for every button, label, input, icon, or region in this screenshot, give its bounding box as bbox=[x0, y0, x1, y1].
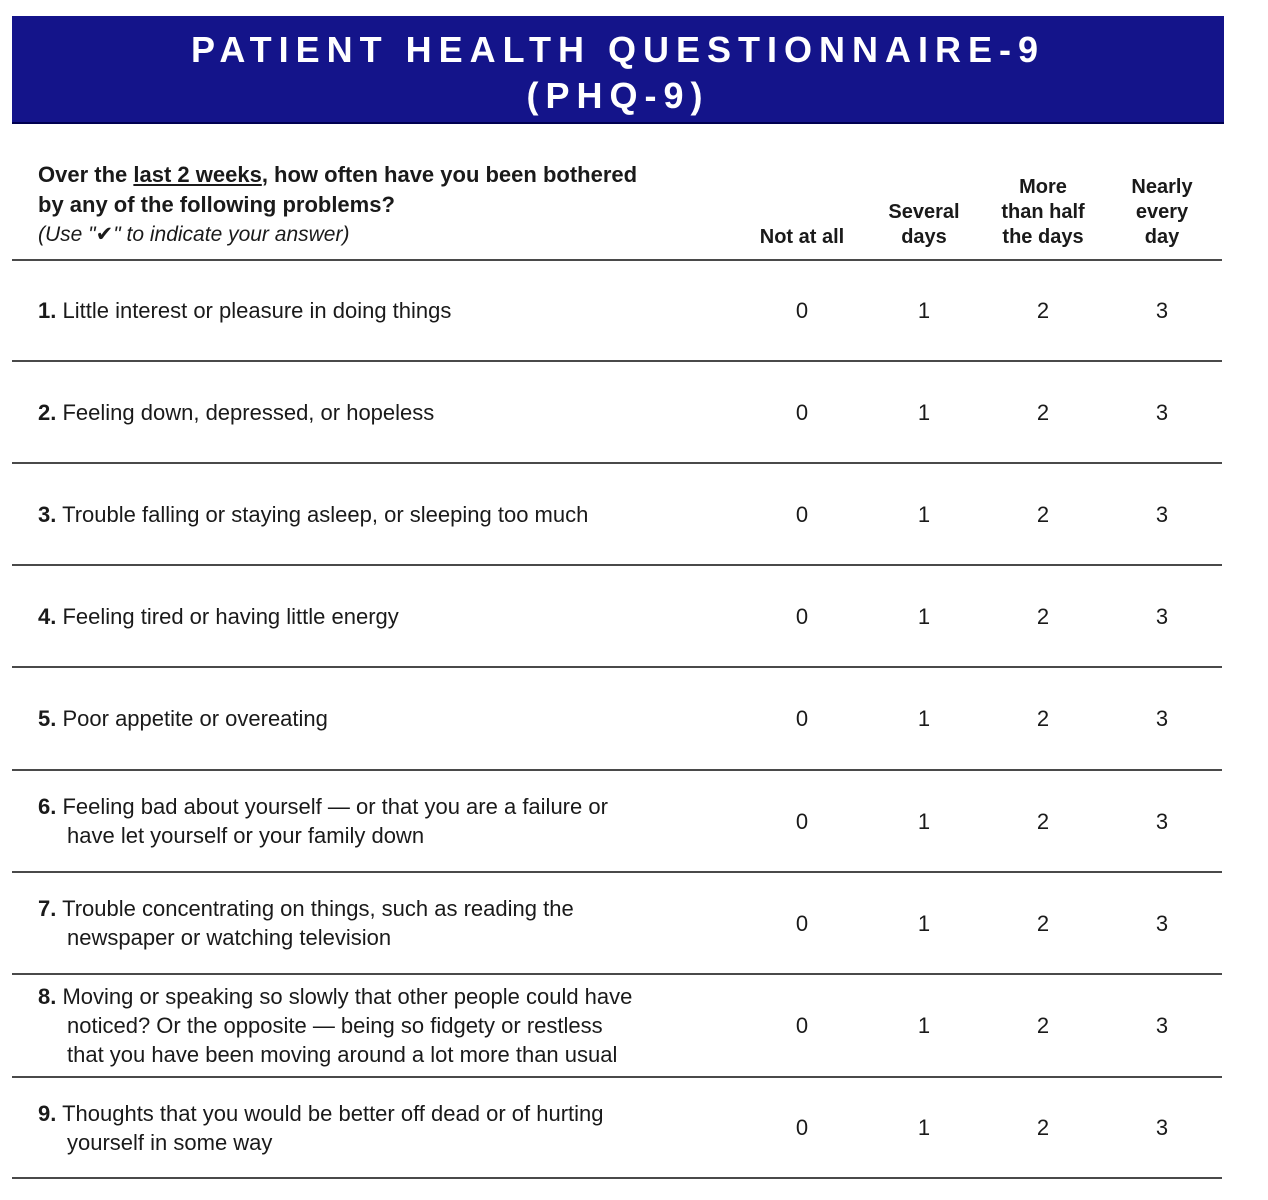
score-option[interactable]: 2 bbox=[1036, 298, 1050, 323]
question-line bbox=[38, 1099, 738, 1128]
score-option[interactable]: 2 bbox=[1036, 706, 1050, 731]
score-option[interactable]: 2 bbox=[1036, 399, 1050, 425]
question-line bbox=[38, 602, 738, 631]
question-2 bbox=[38, 398, 738, 427]
question-text: Trouble falling or staying asleep, or sleeping too much bbox=[62, 501, 589, 527]
column-header-3 bbox=[983, 175, 1103, 250]
score-option[interactable]: 1 bbox=[917, 808, 931, 834]
title-line-2: (PHQ-9) bbox=[526, 75, 710, 116]
instructions-line-2: by any of the following problems? bbox=[38, 192, 395, 217]
question-text: Moving or speaking so slowly that other people could have bbox=[62, 984, 633, 1009]
column-header-line: Not at all bbox=[759, 226, 845, 248]
score-option[interactable]: 1 bbox=[917, 298, 931, 323]
question-number: 2. bbox=[38, 399, 57, 425]
column-header-line: Nearly bbox=[1131, 176, 1193, 198]
score-option[interactable]: 2 bbox=[1036, 808, 1050, 834]
question-number: 8. bbox=[38, 984, 57, 1009]
question-text-continued: newspaper or watching television bbox=[67, 925, 392, 950]
question-text-continued: yourself in some way bbox=[67, 1129, 273, 1155]
score-option[interactable]: 1 bbox=[917, 910, 931, 936]
question-number: 5. bbox=[38, 706, 57, 731]
score-option[interactable]: 3 bbox=[1155, 298, 1169, 323]
score-option[interactable]: 0 bbox=[795, 706, 809, 731]
score-option[interactable]: 2 bbox=[1036, 1115, 1050, 1140]
score-option[interactable]: 2 bbox=[1036, 910, 1050, 936]
score-option[interactable]: 3 bbox=[1155, 808, 1169, 834]
row-divider bbox=[12, 769, 1222, 771]
question-text: Thoughts that you would be better off dead or of hurting bbox=[62, 1100, 604, 1126]
score-option[interactable]: 1 bbox=[917, 1115, 931, 1140]
question-line bbox=[38, 398, 738, 427]
question-1 bbox=[38, 296, 738, 325]
row-divider bbox=[12, 1076, 1222, 1078]
instructions-part-1: Over the bbox=[38, 162, 134, 187]
question-6 bbox=[38, 792, 738, 850]
question-3 bbox=[38, 500, 738, 529]
score-option[interactable]: 0 bbox=[795, 298, 809, 323]
score-option[interactable]: 1 bbox=[917, 603, 931, 629]
row-divider bbox=[12, 259, 1222, 261]
row-divider bbox=[12, 360, 1222, 362]
question-text-continued: that you have been moving around a lot more than usual bbox=[67, 1042, 618, 1067]
instructions-part-2: , how often have you been bothered bbox=[261, 162, 638, 187]
question-8 bbox=[38, 982, 738, 1069]
question-7 bbox=[38, 894, 738, 952]
score-option[interactable]: 3 bbox=[1155, 399, 1169, 425]
column-header-line: every bbox=[1135, 201, 1189, 223]
question-line bbox=[38, 894, 738, 923]
question-text-continued: noticed? Or the opposite — being so fidgety or restless bbox=[67, 1013, 603, 1038]
question-text-continued: have let yourself or your family down bbox=[67, 823, 425, 848]
row-divider bbox=[12, 1177, 1222, 1179]
score-option[interactable]: 3 bbox=[1155, 910, 1169, 936]
question-5 bbox=[38, 704, 738, 733]
row-divider bbox=[12, 666, 1222, 668]
score-option[interactable]: 0 bbox=[795, 1013, 809, 1038]
question-line bbox=[38, 296, 738, 325]
column-header-line: day bbox=[1144, 226, 1180, 248]
question-number: 9. bbox=[38, 1100, 57, 1126]
row-divider bbox=[12, 871, 1222, 873]
score-option[interactable]: 1 bbox=[917, 501, 931, 527]
score-option[interactable]: 1 bbox=[917, 399, 931, 425]
score-option[interactable]: 1 bbox=[917, 1013, 931, 1038]
score-option[interactable]: 0 bbox=[795, 1115, 809, 1140]
score-option[interactable]: 2 bbox=[1036, 1013, 1050, 1038]
question-text: Poor appetite or overeating bbox=[62, 706, 328, 731]
question-number: 1. bbox=[38, 298, 57, 323]
question-line bbox=[38, 982, 738, 1011]
question-text: Feeling bad about yourself — or that you are a failure or bbox=[62, 794, 608, 819]
instructions-note: (Use "✔" to indicate your answer) bbox=[38, 223, 350, 246]
score-option[interactable]: 0 bbox=[795, 603, 809, 629]
column-header-line: than half bbox=[1001, 201, 1085, 223]
question-line bbox=[38, 500, 738, 529]
question-number: 4. bbox=[38, 603, 57, 629]
score-option[interactable]: 0 bbox=[795, 910, 809, 936]
column-header-line: the days bbox=[1002, 226, 1084, 248]
question-9 bbox=[38, 1099, 738, 1157]
score-option[interactable]: 2 bbox=[1036, 603, 1050, 629]
title-banner bbox=[12, 16, 1224, 124]
question-number: 6. bbox=[38, 794, 57, 819]
score-option[interactable]: 0 bbox=[795, 399, 809, 425]
score-option[interactable]: 3 bbox=[1155, 501, 1169, 527]
score-option[interactable]: 0 bbox=[795, 808, 809, 834]
question-line bbox=[38, 704, 738, 733]
score-option[interactable]: 3 bbox=[1155, 1115, 1169, 1140]
score-option[interactable]: 3 bbox=[1155, 1013, 1169, 1038]
question-text: Feeling tired or having little energy bbox=[62, 603, 399, 629]
instructions bbox=[38, 160, 738, 250]
question-line bbox=[38, 792, 738, 821]
column-header-line: days bbox=[901, 226, 947, 248]
question-number: 7. bbox=[38, 896, 57, 921]
score-option[interactable]: 3 bbox=[1155, 706, 1169, 731]
row-divider bbox=[12, 564, 1222, 566]
instructions-line-1 bbox=[38, 160, 738, 190]
question-text: Feeling down, depressed, or hopeless bbox=[62, 399, 435, 425]
column-header-1 bbox=[737, 225, 867, 250]
score-option[interactable]: 2 bbox=[1036, 501, 1050, 527]
instructions-emphasis: last 2 weeks bbox=[133, 162, 262, 187]
row-divider bbox=[12, 462, 1222, 464]
question-number: 3. bbox=[38, 501, 57, 527]
score-option[interactable]: 1 bbox=[917, 706, 931, 731]
column-header-2 bbox=[874, 200, 974, 250]
column-header-line: Several bbox=[888, 201, 960, 223]
question-text: Little interest or pleasure in doing things bbox=[62, 298, 452, 323]
score-option[interactable]: 3 bbox=[1155, 603, 1169, 629]
row-divider bbox=[12, 973, 1222, 975]
question-text: Trouble concentrating on things, such as reading the bbox=[62, 896, 574, 921]
question-4 bbox=[38, 602, 738, 631]
column-header-line: More bbox=[1019, 176, 1067, 198]
title-line-1: PATIENT HEALTH QUESTIONNAIRE-9 bbox=[190, 29, 1045, 70]
column-header-4 bbox=[1112, 175, 1212, 250]
score-option[interactable]: 0 bbox=[795, 501, 809, 527]
